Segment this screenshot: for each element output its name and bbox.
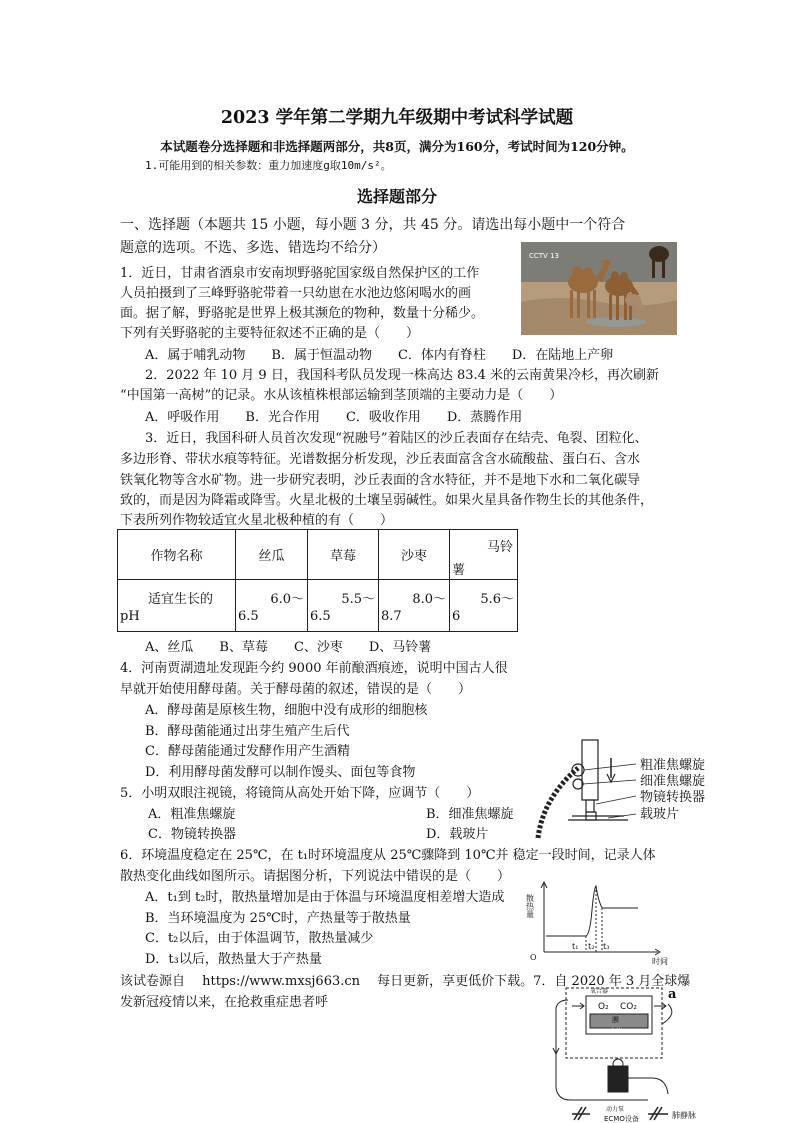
graph-tick-t1: t₁ (572, 942, 579, 951)
q6-option-a: A．t₁到 t₂时，散热量增加是由于体温与环境温度相差增大造成 (145, 890, 505, 905)
q1-line-2: 人员拍摄到了三峰野骆驼带着一只幼崽在水池边悠闲喝水的画 (120, 286, 472, 301)
q2-options: A．呼吸作用 B．光合作用 C．吸收作用 D．蒸腾作用 (145, 410, 523, 425)
source-line: 该试卷源自 https://www.mxsj663.cn 每日更新，享更低价下载。7．自 2020 年 3 月全球爆 (120, 974, 691, 989)
heat-dissipation-graph (525, 880, 668, 966)
ecmo-diagram (548, 978, 698, 1123)
microscope-figure (528, 738, 728, 838)
q3-line-5: 下表所列作物较适宜火星北极种植的有（ ） (120, 513, 394, 528)
table-crop-4 (450, 530, 518, 580)
crop-ph-table (117, 529, 518, 632)
camel-image (521, 242, 677, 335)
q1-line-4: 下列有关野骆驼的主要特征叙述不正确的是（ ） (120, 326, 420, 341)
ecmo-pump: 动力泵 (606, 1106, 625, 1113)
graph-tick-t2: t₂ (588, 942, 595, 951)
q4-line-2: 早就开始使用酵母菌。关于酵母菌的叙述，错误的是（ ） (120, 682, 472, 697)
q4-option-a: A．酵母菌是原核生物，细胞中没有成形的细胞核 (145, 703, 428, 718)
ecmo-oxygenator-label: 氧合器 (590, 988, 609, 995)
ecmo-o2: O₂ (598, 1002, 609, 1012)
q6-option-c: C．t₂以后，由于体温调节，散热量减少 (145, 931, 374, 946)
range-1-bottom: 6.5 (238, 609, 259, 624)
q1-line-1: 1．近日，甘肃省酒泉市安南坝野骆驼国家级自然保护区的工作 (120, 266, 480, 281)
ecmo-device: ECMO设备 (604, 1115, 639, 1123)
ecmo-co2: CO₂ (620, 1002, 637, 1012)
q6-line-2: 散热变化曲线如图所示。请据图分析，下列说法中错误的是（ ） (120, 869, 511, 884)
range-1-top: 6.0～ (270, 592, 304, 607)
section-heading: 选择题部分 (356, 187, 437, 206)
table-range-3 (379, 580, 450, 632)
q5-line: 5．小明双眼注视镜，将镜筒从高处开始下降，应调节（ ） (120, 786, 480, 801)
table-crop-4-part-2: 薯 (452, 563, 466, 578)
table-crop-4-part-1: 马铃 (486, 540, 513, 555)
table-row-label-b: pH (120, 609, 140, 624)
q2-line-1: 2．2022 年 10 月 9 日，我国科考队员发现一株高达 83.4 米的云南黄果冷杉，再次刷新 (145, 368, 660, 383)
q3-line-3: 铁氧化物等含水矿物。进一步研究表明，沙丘表面的含水特征，并不是地下水和二氧化碳导 (120, 473, 641, 488)
range-2-bottom: 6.5 (310, 609, 331, 624)
table-row-label (118, 580, 236, 632)
q4-option-d: D．利用酵母菌发酵可以制作馒头、面包等食物 (145, 765, 416, 780)
exam-title: 2023 学年第二学期九年级期中考试科学试题 (220, 108, 574, 128)
q3-line-2: 多边形脊、带状水痕等特征。光谱数据分析发现，沙丘表面富含含水硫酸盐、蛋白石、含水 (120, 452, 641, 467)
table-crop-1: 丝瓜 (236, 530, 308, 580)
ecmo-label-a: a (668, 987, 677, 1002)
q2-line-2: “中国第一高树”的记录。水从该植株根部运输到茎顶端的主要动力是（ ） (120, 388, 563, 403)
q4-line-1: 4．河南贾湖遗址发现距今约 9000 年前酿酒痕迹，说明中国古人很 (120, 661, 508, 676)
ecmo-vein-label: 肺静脉 (672, 1111, 696, 1120)
bottom-fragment (568, 1104, 718, 1123)
label-coarse-focus: 粗准焦螺旋 (640, 758, 706, 773)
q1-line-3: 面。据了解，野骆驼是世界上极其濒危的物种，数量十分稀少。 (120, 306, 485, 321)
exam-info: 本试题卷分选择题和非选择题两部分，共8页，满分为160分，考试时间为120分钟。 (160, 139, 634, 154)
graph-tick-t3: t₃ (603, 942, 610, 951)
range-4-bottom: 6 (452, 609, 461, 624)
q5-option-b: B．细准焦螺旋 (426, 807, 514, 822)
table-range-4 (450, 580, 518, 632)
q6-line-1: 6．环境温度稳定在 25℃，在 t₁时环境温度从 25℃骤降到 10℃并 稳定一段时间，记录人体 (120, 848, 656, 863)
graph-y-label: 散热量 (525, 894, 535, 918)
q1-options: A．属于哺乳动物 B．属于恒温动物 C．体内有脊柱 D．在陆地上产卵 (145, 348, 614, 363)
graph-origin: O (530, 953, 537, 962)
table-crop-3: 沙枣 (379, 530, 450, 580)
range-3-top: 8.0～ (412, 592, 446, 607)
q5-option-d: D．载玻片 (426, 827, 489, 842)
ecmo-blood: 血液 (610, 1028, 623, 1035)
q4-option-b: B．酵母菌能通过出芽生殖产生后代 (145, 724, 350, 739)
table-row-label-a: 适宜生长的 (148, 592, 214, 607)
q7-line: 发新冠疫情以来，在抢救重症患者呼 (120, 995, 329, 1010)
ecmo-membrane: 膜 (612, 1016, 619, 1024)
table-header-label: 作物名称 (118, 530, 236, 580)
range-3-bottom: 8.7 (381, 609, 402, 624)
range-2-top: 5.5～ (341, 592, 375, 607)
exam-parameters: 1.可能用到的相关参数：重力加速度g取10m/s²。 (145, 159, 392, 172)
q4-option-c: C．酵母菌能通过发酵作用产生酒精 (145, 744, 350, 759)
q3-line-4: 致的，而是因为降霜或降雪。火星北极的土壤呈弱碱性。如果火星具备作物生长的其他条件， (120, 493, 654, 508)
camel-photo (521, 242, 677, 335)
q3-line-1: 3．近日，我国科研人员首次发现“祝融号”着陆区的沙丘表面存在结壳、龟裂、团粒化、 (145, 431, 648, 446)
q6-option-b: B．当环境温度为 25℃时，产热量等于散热量 (145, 911, 411, 926)
instructions-line-2: 题意的选项。不选、多选、错选均不给分） (120, 240, 386, 256)
graph-x-label: 时间 (652, 957, 668, 966)
instructions-line-1: 一、选择题（本题共 15 小题，每小题 3 分，共 45 分。请选出每小题中一个符合 (120, 217, 626, 233)
table-crop-2: 草莓 (308, 530, 379, 580)
channel-logo: CCTV 13 (529, 252, 559, 260)
q5-option-c: C．物镜转换器 (148, 827, 236, 842)
q6-option-d: D．t₃以后，散热量大于产热量 (145, 952, 322, 967)
label-slide: 载玻片 (640, 807, 680, 822)
table-range-1 (236, 580, 308, 632)
label-objective-changer: 物镜转换器 (640, 790, 706, 805)
label-fine-focus: 细准焦螺旋 (640, 774, 706, 789)
table-range-2 (308, 580, 379, 632)
q5-option-a: A．粗准焦螺旋 (148, 807, 236, 822)
q3-options: A、丝瓜 B、草莓 C、沙枣 D、马铃薯 (145, 640, 432, 655)
range-4-top: 5.6～ (480, 592, 514, 607)
